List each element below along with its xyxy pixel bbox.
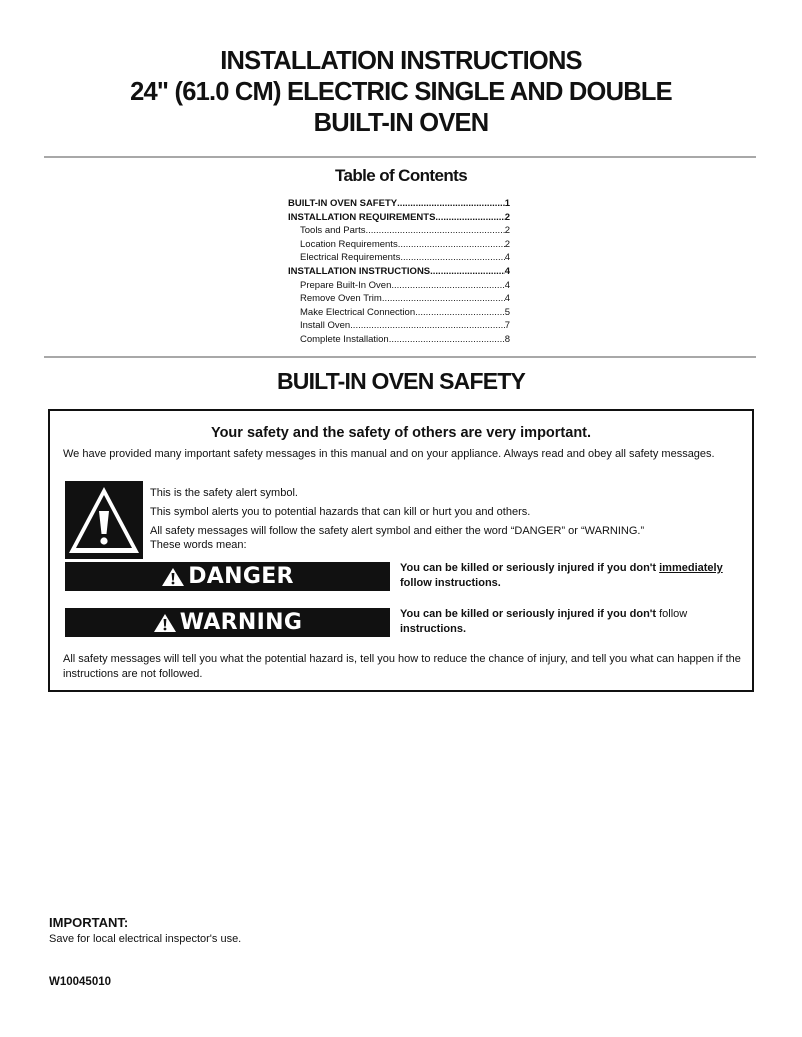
toc-leader-dots: [391, 280, 504, 291]
alert-explanation: [150, 486, 740, 557]
toc-entry-title: Electrical Requirements: [300, 252, 401, 264]
warning-label: WARNING: [179, 610, 303, 635]
danger-label: DANGER: [188, 564, 294, 589]
warning-text-follow: follow: [659, 608, 688, 620]
toc-entry: [288, 280, 510, 294]
toc-entry-title: INSTALLATION INSTRUCTIONS: [288, 265, 431, 277]
toc-entry: [288, 239, 510, 253]
alert-line-2: This symbol alerts you to potential hazards that can kill or hurt you and others.: [150, 506, 531, 518]
toc-entry: [288, 320, 510, 334]
toc-leader-dots: [365, 225, 504, 236]
toc-leader-dots: [397, 198, 505, 209]
alert-line-3: All safety messages will follow the safety alert symbol and either the word “DANGER” or “WARNING.”: [150, 525, 645, 537]
toc-entry-page: 4: [504, 293, 510, 305]
toc-leader-dots: [400, 252, 504, 263]
toc-entry-page: 8: [504, 333, 510, 345]
danger-text-emphasis: immediately: [659, 562, 723, 574]
toc-leader-dots: [415, 307, 505, 318]
warning-text-line1: You can be killed or seriously injured if you don't: [400, 608, 657, 620]
table-of-contents: [288, 198, 510, 348]
safety-intro: We have provided many important safety messages in this manual and on your appliance. Always read and obey all safety messages.: [63, 448, 715, 460]
safety-box-title: Your safety and the safety of others are very important.: [210, 425, 592, 441]
title-line-3: BUILT-IN OVEN: [313, 109, 489, 137]
danger-text: [400, 561, 750, 590]
toc-entry-page: 4: [504, 265, 510, 277]
safety-alert-icon: [65, 481, 143, 559]
toc-entry-title: Remove Oven Trim: [300, 293, 382, 305]
toc-leader-dots: [382, 293, 505, 304]
toc-entry-title: Prepare Built-In Oven: [300, 279, 392, 291]
toc-entry: [288, 334, 510, 348]
toc-entry: [288, 266, 510, 280]
danger-text-after: follow instructions.: [400, 576, 501, 589]
toc-entry-page: 2: [504, 211, 510, 223]
important-text: Save for local electrical inspector's use.: [49, 933, 242, 945]
toc-leader-dots: [435, 212, 504, 223]
toc-entry-title: INSTALLATION REQUIREMENTS: [288, 211, 436, 223]
toc-entry-page: 2: [504, 225, 510, 237]
alert-symbol-text: This is the safety alert symbol.: [150, 487, 298, 499]
section-heading: BUILT-IN OVEN SAFETY: [276, 368, 526, 394]
toc-entry-page: 1: [504, 198, 510, 209]
toc-heading: Table of Contents: [334, 166, 468, 185]
toc-entry-page: 7: [504, 320, 510, 332]
warning-bar: [65, 608, 390, 637]
toc-entry: [288, 212, 510, 226]
toc-entry: [288, 198, 510, 212]
toc-divider: [44, 356, 756, 358]
toc-entry-page: 4: [504, 252, 510, 264]
toc-entry-page: 5: [504, 306, 510, 318]
toc-entry-title: Install Oven: [300, 320, 351, 332]
title-line-1: INSTALLATION INSTRUCTIONS: [220, 47, 582, 75]
danger-text-before: You can be killed or seriously injured if you don't: [400, 562, 660, 574]
toc-entry-title: Make Electrical Connection: [300, 306, 416, 318]
document-title: [0, 46, 802, 139]
toc-entry: [288, 252, 510, 266]
alert-line-4: These words mean:: [150, 539, 247, 551]
toc-entry-page: 2: [504, 238, 510, 250]
toc-entry: [288, 225, 510, 239]
title-line-2: 24" (61.0 CM) ELECTRIC SINGLE AND DOUBLE: [130, 78, 672, 106]
toc-entry-page: 4: [504, 279, 510, 291]
toc-entry: [288, 307, 510, 321]
top-divider: [44, 156, 756, 158]
toc-leader-dots: [398, 239, 505, 250]
warning-alert-icon: [153, 613, 177, 633]
warning-text: [400, 607, 750, 636]
toc-entry-title: Location Requirements: [300, 238, 398, 250]
toc-leader-dots: [389, 334, 505, 345]
important-label: IMPORTANT:: [49, 915, 129, 930]
toc-entry-title: Tools and Parts: [300, 225, 366, 237]
safety-closing: All safety messages will tell you what the potential hazard is, tell you how to reduce the chance of injury, and tell you what can happen if the instructions are not followed.: [63, 653, 741, 680]
toc-entry-title: Complete Installation: [300, 333, 389, 345]
toc-leader-dots: [430, 266, 505, 277]
toc-entry-title: BUILT-IN OVEN SAFETY: [288, 198, 398, 209]
safety-box: [48, 409, 754, 692]
toc-entry: [288, 293, 510, 307]
danger-bar: [65, 562, 390, 591]
toc-leader-dots: [350, 320, 505, 331]
danger-alert-icon: [161, 567, 185, 587]
part-number: W10045010: [49, 976, 112, 988]
warning-text-line2: instructions.: [400, 622, 467, 635]
